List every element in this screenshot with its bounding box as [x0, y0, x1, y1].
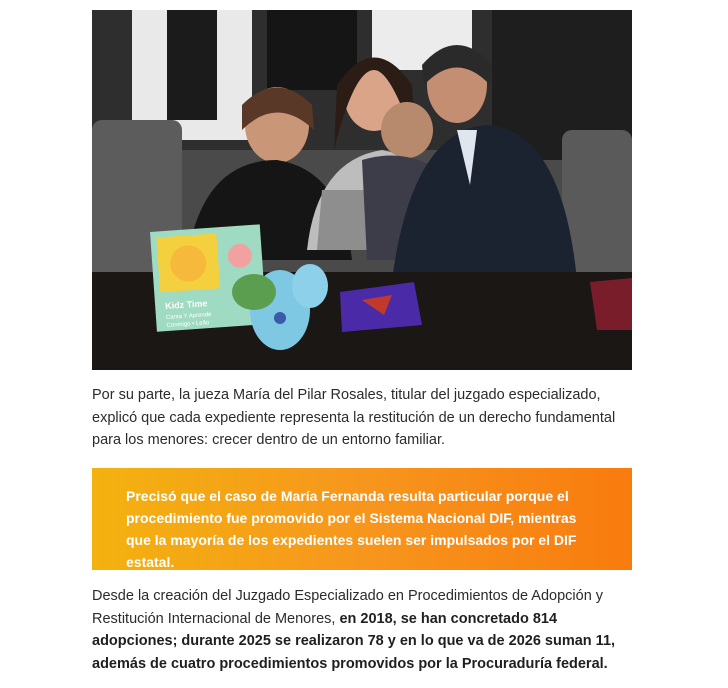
- article-photo: [92, 10, 632, 370]
- paragraph-adopciones: [92, 585, 637, 675]
- group-photo-icon: [92, 10, 632, 370]
- paragraph-normal-text: Desde la creación del Juzgado Especializado en Procedimientos de Adopción y Restitución Internacional de Menores,: [92, 588, 604, 627]
- highlight-callout: [92, 468, 632, 570]
- paragraph-bold-text: en 2018, se han concretado 814 adopciones; durante 2025 se realizaron 78 y en lo que va de 2026 suman 11, además de cuatro procedimientos promovidos por la Procuraduría federal.: [92, 610, 616, 672]
- callout-text: Precisó que el caso de María Fernanda resulta particular porque el procedimiento fue promovido por el Sistema Nacional DIF, mientras que la mayoría de los expedientes suelen ser impulsados por el DIF estatal.: [126, 488, 577, 570]
- svg-text:Kidz Time: Kidz Time: [164, 298, 208, 312]
- svg-text:Conmigo • Leão: Conmigo • Leão: [166, 320, 210, 330]
- svg-text:Canta Y Aprende: Canta Y Aprende: [165, 311, 212, 322]
- paragraph-jueza: Por su parte, la jueza María del Pilar Rosales, titular del juzgado especializado, explicó que cada expediente representa la restitución de un derecho fundamental para los menores: crecer dentro de un entorno familiar.: [92, 387, 616, 448]
